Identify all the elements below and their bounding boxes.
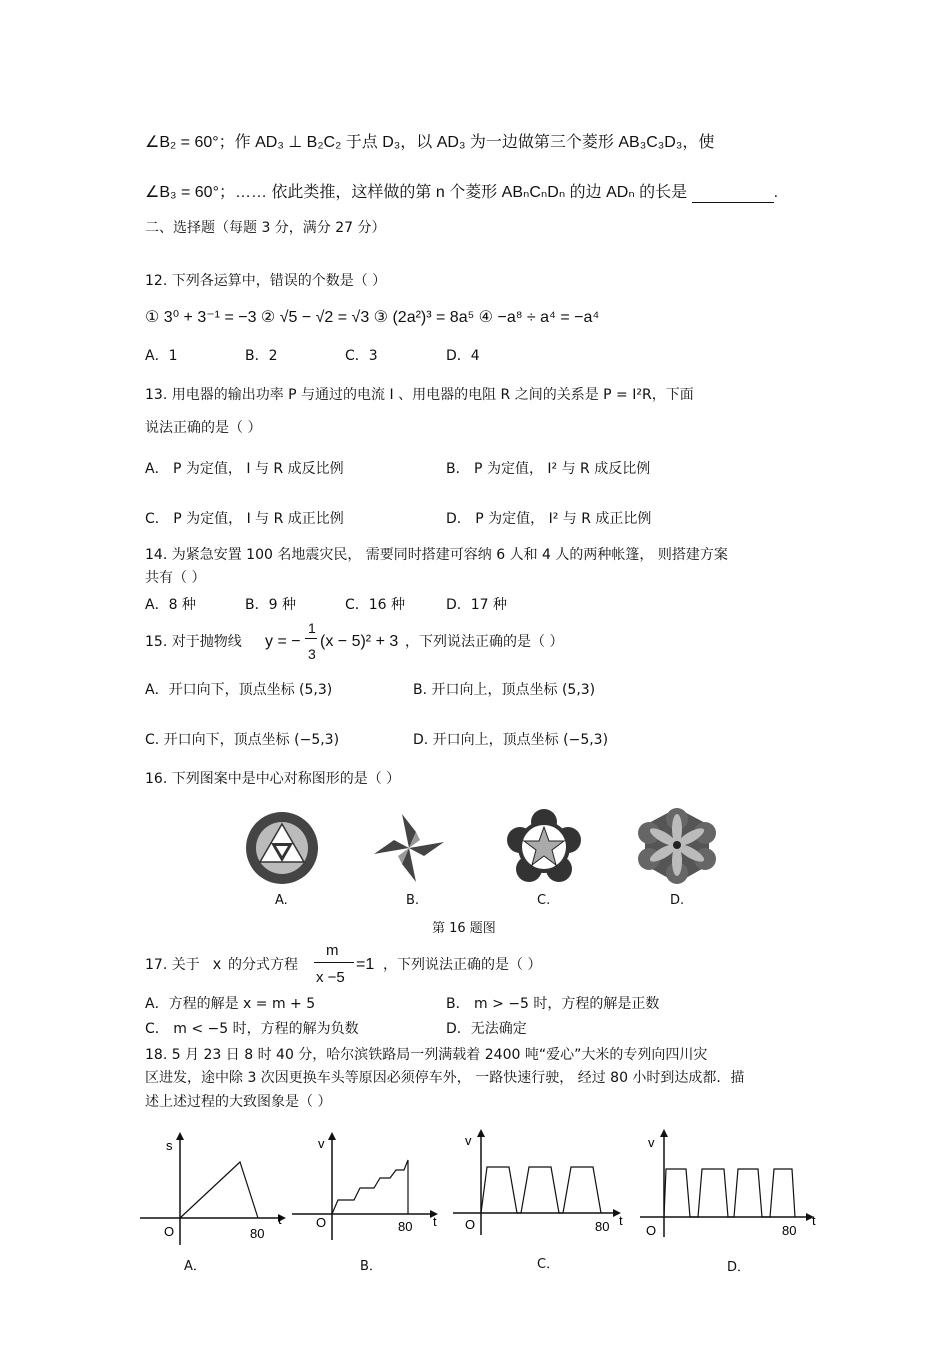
q12-option-a[interactable]: A．1 (145, 348, 178, 364)
q13-stem-2: 说法正确的是（ ） (145, 420, 262, 436)
q17-stem-mid: 的分式方程 (228, 957, 298, 973)
q12-option-c[interactable]: C．3 (345, 348, 378, 364)
q14-stem-2: 共有（ ） (145, 570, 206, 586)
q18-label-b: B． (360, 1259, 382, 1274)
q14-option-c[interactable]: C．16 种 (345, 597, 406, 613)
graph-d-ylabel: v (648, 1135, 655, 1150)
q15-formula-post: (x − 5)² + 3 (320, 633, 399, 650)
q12-stem: 12. 下列各运算中，错误的个数是（ ） (145, 273, 387, 289)
q13-option-c[interactable]: C． P 为定值， I 与 R 成正比例 (145, 511, 344, 527)
graph-d-origin: O (646, 1223, 657, 1238)
q18-stem-1: 18. 5 月 23 日 8 时 40 分，哈尔滨铁路局一列满载着 2400 吨“爱心”大米的专列向四川灾 (145, 1047, 708, 1063)
q18-graph-c[interactable] (453, 1125, 633, 1265)
section-title: 二、选择题（每题 3 分，满分 27 分） (145, 220, 386, 236)
q15-frac-den: 3 (308, 646, 316, 662)
q18-stem-2: 区进发，途中除 3 次因更换车头等原因必须停车外， 一路快速行驶， 经过 80 小时到达成都．描 (145, 1070, 745, 1086)
q16-label-d: D. (670, 893, 685, 908)
intro-line-2 (145, 183, 778, 203)
q14-option-b[interactable]: B．9 种 (245, 597, 296, 613)
graph-a-tick: 80 (250, 1226, 265, 1241)
graph-b-ylabel: v (318, 1136, 325, 1151)
q15-stem-pre: 15. 对于抛物线 (145, 634, 242, 650)
q13-option-a[interactable]: A． P 为定值， I 与 R 成反比例 (145, 461, 344, 477)
q13-option-b[interactable]: B． P 为定值， I² 与 R 成反比例 (446, 461, 651, 477)
q16-figure-d[interactable] (635, 805, 719, 887)
q15-option-b[interactable]: B. 开口向上，顶点坐标 (5,3) (413, 682, 596, 698)
q17-frac-num: m (326, 942, 339, 959)
q17-option-d[interactable]: D．无法确定 (446, 1021, 527, 1037)
q16-stem: 16. 下列图案中是中心对称图形的是（ ） (145, 771, 401, 787)
graph-b-xlabel: t (433, 1214, 437, 1229)
q18-label-c: C． (537, 1257, 560, 1272)
q16-figure-b[interactable] (372, 810, 446, 886)
q15-stem-post: ，下列说法正确的是（ ） (405, 634, 564, 650)
q14-option-d[interactable]: D．17 种 (446, 597, 508, 613)
q17-var: x (213, 956, 221, 973)
q17-stem-post: ，下列说法正确的是（ ） (383, 957, 542, 973)
graph-a-origin: O (164, 1224, 175, 1239)
graph-d-xlabel: t (812, 1213, 816, 1228)
graph-d-tick: 80 (782, 1223, 797, 1238)
q16-label-a: A. (275, 893, 288, 908)
q17-eq: =1 (356, 956, 375, 973)
q12-items: ① 3⁰ + 3⁻¹ = −3 ② √5 − √2 = √3 ③ (2a²)³ = 8a⁵ ④ −a⁸ ÷ a⁴ = −a⁴ (145, 309, 600, 326)
q17-frac-den: x −5 (316, 969, 345, 986)
q18-stem-3: 述上述过程的大致图象是（ ） (145, 1094, 332, 1110)
graph-a-xlabel: t (278, 1212, 282, 1227)
graph-c-tick: 80 (595, 1219, 610, 1234)
q16-figure-c[interactable] (505, 808, 583, 886)
q17-option-a[interactable]: A．方程的解是 x = m + 5 (145, 996, 316, 1012)
q16-label-c: C. (537, 893, 551, 908)
q18-graph-a[interactable] (140, 1130, 290, 1270)
q18-label-d: D． (727, 1260, 751, 1275)
q17-stem-pre: 17. 关于 (145, 957, 200, 973)
q15-option-c[interactable]: C. 开口向下，顶点坐标 (−5,3) (145, 732, 340, 748)
q12-option-d[interactable]: D．4 (446, 348, 480, 364)
q12-option-b[interactable]: B．2 (245, 348, 278, 364)
q18-label-a: A． (184, 1259, 206, 1274)
graph-b-origin: O (316, 1215, 327, 1230)
q18-graph-d[interactable] (640, 1125, 825, 1265)
intro-line-2-end: . (773, 184, 779, 201)
q14-option-a[interactable]: A．8 种 (145, 597, 196, 613)
q16-label-b: B. (406, 893, 420, 908)
q15-frac-num: 1 (308, 620, 316, 636)
q17-option-b[interactable]: B． m > −5 时，方程的解是正数 (446, 996, 660, 1012)
q16-figure-a[interactable] (242, 810, 322, 886)
graph-c-origin: O (465, 1217, 476, 1232)
q16-caption: 第 16 题图 (432, 921, 496, 936)
graph-a-ylabel: s (166, 1138, 173, 1153)
answer-blank[interactable] (692, 188, 774, 203)
intro-line-1: ∠B₂ = 60°；作 AD₃ ⊥ B₂C₂ 于点 D₃，以 AD₃ 为一边做第三个菱形 AB₃C₃D₃，使 (145, 134, 715, 151)
q15-frac-line (305, 638, 317, 639)
q15-formula-pre: y = − (265, 633, 301, 650)
q17-option-c[interactable]: C． m < −5 时，方程的解为负数 (145, 1021, 359, 1037)
q15-option-d[interactable]: D. 开口向上，顶点坐标 (−5,3) (413, 732, 609, 748)
intro-line-2-text: ∠B₃ = 60°；…… 依此类推，这样做的第 n 个菱形 ABₙCₙDₙ 的边 ADₙ 的长是 (145, 184, 688, 201)
graph-b-tick: 80 (398, 1219, 413, 1234)
q18-graph-b[interactable] (292, 1130, 442, 1270)
q17-frac-line (314, 962, 354, 963)
q13-stem-1: 13. 用电器的输出功率 P 与通过的电流 I 、用电器的电阻 R 之间的关系是 P = I²R，下面 (145, 387, 694, 403)
q15-option-a[interactable]: A．开口向下，顶点坐标 (5,3) (145, 682, 333, 698)
graph-c-xlabel: t (619, 1213, 623, 1228)
q13-option-d[interactable]: D． P 为定值， I² 与 R 成正比例 (446, 511, 652, 527)
q14-stem-1: 14. 为紧急安置 100 名地震灾民， 需要同时搭建可容纳 6 人和 4 人的两种帐篷， 则搭建方案 (145, 547, 728, 563)
graph-c-ylabel: v (465, 1133, 472, 1148)
